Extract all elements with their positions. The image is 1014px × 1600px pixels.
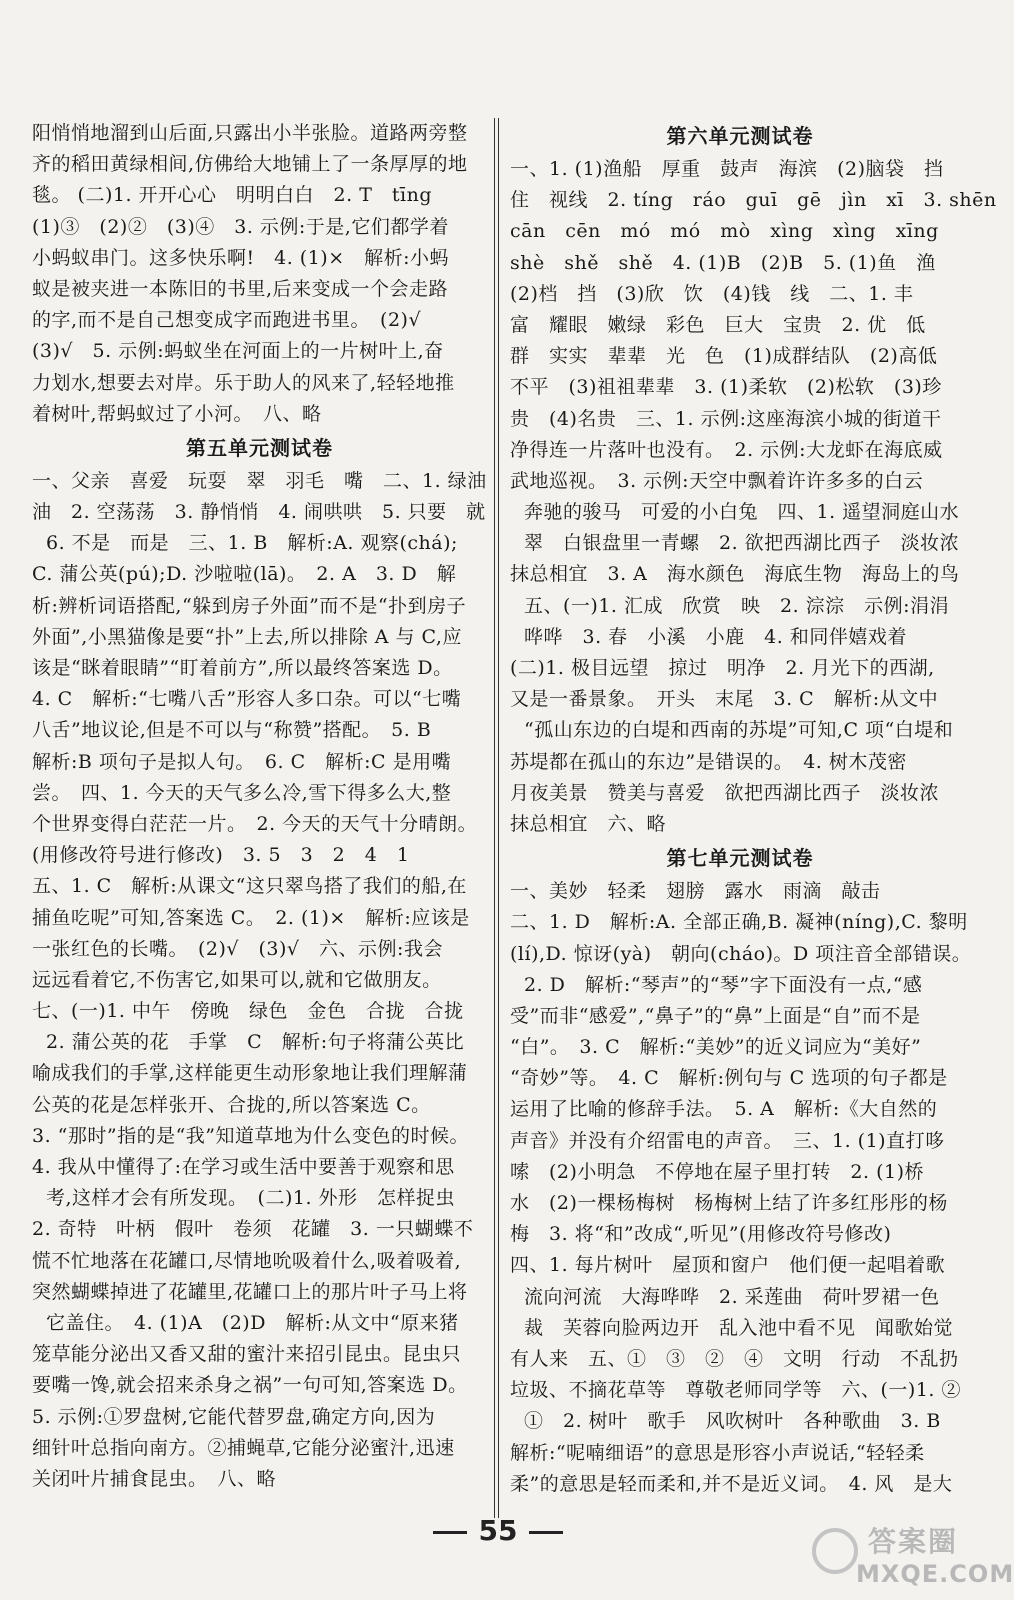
- text-line: 抹总相宜 六、略: [510, 812, 667, 835]
- text-line: 力划水,想要去对岸。乐于助人的风来了,轻轻地推: [32, 371, 455, 394]
- watermark-text-en: MXQE.COM: [856, 1560, 1014, 1588]
- text-line: 梅 3. 将“和”改成“,听见”(用修改符号修改): [510, 1223, 892, 1246]
- text-line: 五、(一)1. 汇成 欣赏 映 2. 淙淙 示例:涓涓: [524, 594, 950, 617]
- text-line: C. 蒲公英(pú);D. 沙啦啦(lā)。 2. A 3. D 解: [32, 563, 457, 586]
- text-line: 流向河流 大海哗哗 2. 采莲曲 荷叶罗裙一色: [524, 1285, 940, 1308]
- text-line: 运用了比喻的修辞手法。 5. A 解析:《大自然的: [510, 1098, 938, 1121]
- text-line: 五、1. C 解析:从课文“这只翠鸟搭了我们的船,在: [32, 875, 467, 898]
- text-line: 四、1. 每片树叶 屋顶和窗户 他们便一起唱着歌: [510, 1254, 946, 1277]
- text-line: 喻成我们的手掌,这样能更生动形象地让我们理解蒲: [32, 1062, 468, 1085]
- text-line: 翠 白银盘里一青螺 2. 欲把西湖比西子 淡妆浓: [524, 532, 960, 555]
- text-line: 一、美妙 轻柔 翅膀 露水 雨滴 敲击: [510, 880, 881, 903]
- text-line: 又是一番景象。 开头 末尾 3. C 解析:从文中: [510, 688, 939, 711]
- text-line: 公英的花是怎样张开、合拢的,所以答案选 C。: [32, 1093, 431, 1116]
- footer-dash-right: [529, 1531, 563, 1534]
- text-line: 一、1. (1)渔船 厚重 鼓声 海滨 (2)脑袋 挡: [510, 158, 944, 180]
- text-line: (lí),D. 惊讶(yà) 朝向(cháo)。D 项注音全部错误。: [510, 942, 972, 965]
- left-column: [32, 118, 487, 1495]
- text-line: 抹总相宜 3. A 海水颜色 海底生物 海岛上的鸟: [510, 563, 960, 586]
- text-line: 解析:B 项句子是拟人句。 6. C 解析:C 是用嘴: [32, 750, 452, 773]
- unit6-answers: [510, 154, 997, 840]
- text-line: 垃圾、不摘花草等 尊敬老师同学等 六、(一)1. ②: [510, 1379, 961, 1402]
- column-divider: [494, 118, 499, 1518]
- text-line: 柔”的意思是轻而柔和,并不是近义词。 4. 风 是大: [510, 1472, 953, 1495]
- text-line: 奔驰的骏马 可爱的小白兔 四、1. 遥望洞庭山水: [524, 501, 960, 524]
- text-line: 蚁是被夹进一本陈旧的书里,后来变成一个会走路: [32, 277, 449, 300]
- text-line: 油 2. 空荡荡 3. 静悄悄 4. 闹哄哄 5. 只要 就: [32, 501, 486, 524]
- text-line: 着树叶,帮蚂蚁过了小河。 八、略: [32, 402, 322, 425]
- text-line: (用修改符号进行修改) 3. 5 3 2 4 1: [32, 844, 410, 867]
- text-line: ① 2. 树叶 歌手 风吹树叶 各种歌曲 3. B: [524, 1410, 941, 1433]
- text-line: 析:辨析词语搭配,“躲到房子外面”而不是“扑到房子: [32, 594, 467, 617]
- text-line: 水 (2)一棵杨梅树 杨梅树上结了许多红彤彤的杨: [510, 1192, 948, 1214]
- text-line: 4. C 解析:“七嘴八舌”形容人多口杂。可以“七嘴: [32, 688, 462, 711]
- text-line: 八舌”地议论,但是不可以与“称赞”搭配。 5. B: [32, 719, 432, 742]
- right-column: [510, 118, 997, 1500]
- unit5-title: 第五单元测试卷: [186, 435, 333, 460]
- text-line: 声音》并没有介绍雷电的声音。 三、1. (1)直打哆: [510, 1129, 945, 1152]
- text-line: 5. 示例:①罗盘树,它能代替罗盘,确定方向,因为: [32, 1405, 436, 1428]
- unit7-title: 第七单元测试卷: [666, 846, 814, 871]
- text-line: 富 耀眼 嫩绿 彩色 巨大 宝贵 2. 优 低: [510, 313, 926, 336]
- text-line: 毯。 (二)1. 开开心心 明明白白 2. T tīng: [32, 184, 432, 207]
- text-line: “白”。 3. C 解析:“美妙”的近义词应为“美好”: [510, 1036, 922, 1059]
- text-line: 慌不忙地落在花罐口,尽情地吮吸着什么,吸着吸着,: [32, 1249, 462, 1272]
- text-line: (2)档 挡 (3)欣 饮 (4)钱 线 二、1. 丰: [510, 282, 914, 305]
- text-line: (3)√ 5. 示例:蚂蚁坐在河面上的一片树叶上,奋: [32, 340, 444, 363]
- text-line: 月夜美景 赞美与喜爱 欲把西湖比西子 淡妆浓: [510, 781, 940, 804]
- text-line: 净得连一片落叶也没有。 2. 示例:大龙虾在海底威: [510, 438, 943, 461]
- text-line: 细针叶总指向南方。②捕蝇草,它能分泌蜜汁,迅速: [32, 1436, 455, 1459]
- text-line: 贵 (4)名贵 三、1. 示例:这座海滨小城的街道干: [510, 407, 942, 430]
- text-line: 要嘴一馋,就会招来杀身之祸”一句可知,答案选 D。: [32, 1374, 468, 1397]
- text-line: 不平 (3)祖祖辈辈 3. (1)柔软 (2)松软 (3)珍: [510, 376, 942, 399]
- text-line: 嗦 (2)小明急 不停地在屋子里打转 2. (1)桥: [510, 1160, 924, 1183]
- text-line: (1)③ (2)② (3)④ 3. 示例:于是,它们都学着: [32, 215, 449, 238]
- text-line: 该是“眯着眼睛”“盯着前方”,所以最终答案选 D。: [32, 657, 453, 679]
- text-line: 远远看着它,不伤害它,如果可以,就和它做朋友。: [32, 968, 442, 991]
- unit6-title: 第六单元测试卷: [666, 124, 814, 148]
- text-line: (二)1. 极目远望 掠过 明净 2. 月光下的西湖,: [510, 657, 935, 679]
- watermark-text-cn: 答案圈: [868, 1525, 959, 1558]
- text-line: 武地巡视。 3. 示例:天空中飘着许许多多的白云: [510, 469, 924, 492]
- text-line: 裁 芙蓉向脸两边开 乱入池中看不见 闻歌始觉: [524, 1316, 954, 1339]
- text-line: 小蚂蚁串门。这多快乐啊! 4. (1)× 解析:小蚂: [32, 246, 450, 269]
- unit4-continued-answers: [32, 118, 487, 430]
- text-line: 尝。 四、1. 今天的天气多么冷,雪下得多么大,整: [32, 781, 452, 804]
- text-line: 受”而非“感爱”,“鼻子”的“鼻”上面是“自”而不是: [510, 1004, 921, 1027]
- text-line: 的字,而不是自己想变成字而跑进书里。 (2)√: [32, 309, 422, 332]
- text-line: 二、1. D 解析:A. 全部正确,B. 凝神(níng),C. 黎明: [510, 911, 968, 934]
- text-line: 有人来 五、① ③ ② ④ 文明 行动 不乱扔: [510, 1347, 959, 1370]
- text-line: 2. 奇特 叶柄 假叶 卷须 花罐 3. 一只蝴蝶不: [32, 1218, 474, 1241]
- unit5-answers: [32, 466, 487, 1495]
- watermark-logo-icon: [812, 1528, 858, 1574]
- text-line: shè shě shě 4. (1)B (2)B 5. (1)鱼 渔: [510, 251, 936, 274]
- text-line: 一、父亲 喜爱 玩耍 翠 羽毛 嘴 二、1. 绿油: [32, 469, 487, 492]
- text-line: 住 视线 2. tíng ráo guī gē jìn xī 3. shēn: [510, 189, 997, 212]
- text-line: cān cēn mó mó mò xìng xìng xīng: [510, 220, 939, 243]
- text-line: 笼草能分泌出又香又甜的蜜汁来招引昆虫。昆虫只: [32, 1343, 462, 1366]
- text-line: 个世界变得白茫茫一片。 2. 今天的天气十分晴朗。: [32, 812, 478, 835]
- text-line: 3. “那时”指的是“我”知道草地为什么变色的时候。: [32, 1124, 470, 1147]
- text-line: 阳悄悄地溜到山后面,只露出小半张脸。道路两旁整: [32, 122, 468, 144]
- text-line: 外面”,小黑猫像是要“扑”上去,所以排除 A 与 C,应: [32, 625, 462, 648]
- text-line: 2. 蒲公英的花 手掌 C 解析:句子将蒲公英比: [46, 1031, 465, 1054]
- watermark: [812, 1520, 1014, 1594]
- text-line: 苏堤都在孤山的东边”是错误的。 4. 树木茂密: [510, 750, 907, 773]
- footer-dash-left: [433, 1531, 467, 1534]
- text-line: 群 实实 辈辈 光 色 (1)成群结队 (2)高低: [510, 345, 938, 368]
- text-line: 哗哗 3. 春 小溪 小鹿 4. 和同伴嬉戏着: [524, 625, 907, 648]
- page-number: 55: [478, 1514, 518, 1547]
- text-line: 七、(一)1. 中午 傍晚 绿色 金色 合拢 合拢: [32, 1000, 464, 1023]
- text-line: 它盖住。 4. (1)A (2)D 解析:从文中“原来猪: [46, 1311, 459, 1334]
- text-line: 一张红色的长嘴。 (2)√ (3)√ 六、示例:我会: [32, 937, 443, 960]
- text-line: 捕鱼吃呢”可知,答案选 C。 2. (1)× 解析:应该是: [32, 906, 470, 929]
- text-line: “孤山东边的白堤和西南的苏堤”可知,C 项“白堤和: [524, 719, 954, 742]
- unit7-answers: [510, 876, 970, 1500]
- text-line: 突然蝴蝶掉进了花罐里,花罐口上的那片叶子马上将: [32, 1280, 468, 1303]
- text-line: 考,这样才会有所发现。 (二)1. 外形 怎样捉虫: [46, 1187, 456, 1210]
- text-line: 关闭叶片捕食昆虫。 八、略: [32, 1467, 277, 1490]
- text-line: “奇妙”等。 4. C 解析:例句与 C 选项的句子都是: [510, 1067, 948, 1090]
- text-line: 齐的稻田黄绿相间,仿佛给大地铺上了一条厚厚的地: [32, 153, 468, 176]
- text-line: 解析:“呢喃细语”的意思是形容小声说话,“轻轻柔: [510, 1441, 925, 1464]
- text-line: 4. 我从中懂得了:在学习或生活中要善于观察和思: [32, 1156, 455, 1178]
- text-line: 6. 不是 而是 三、1. B 解析:A. 观察(chá);: [46, 532, 458, 555]
- text-line: 2. D 解析:“琴声”的“琴”字下面没有一点,“感: [524, 973, 923, 996]
